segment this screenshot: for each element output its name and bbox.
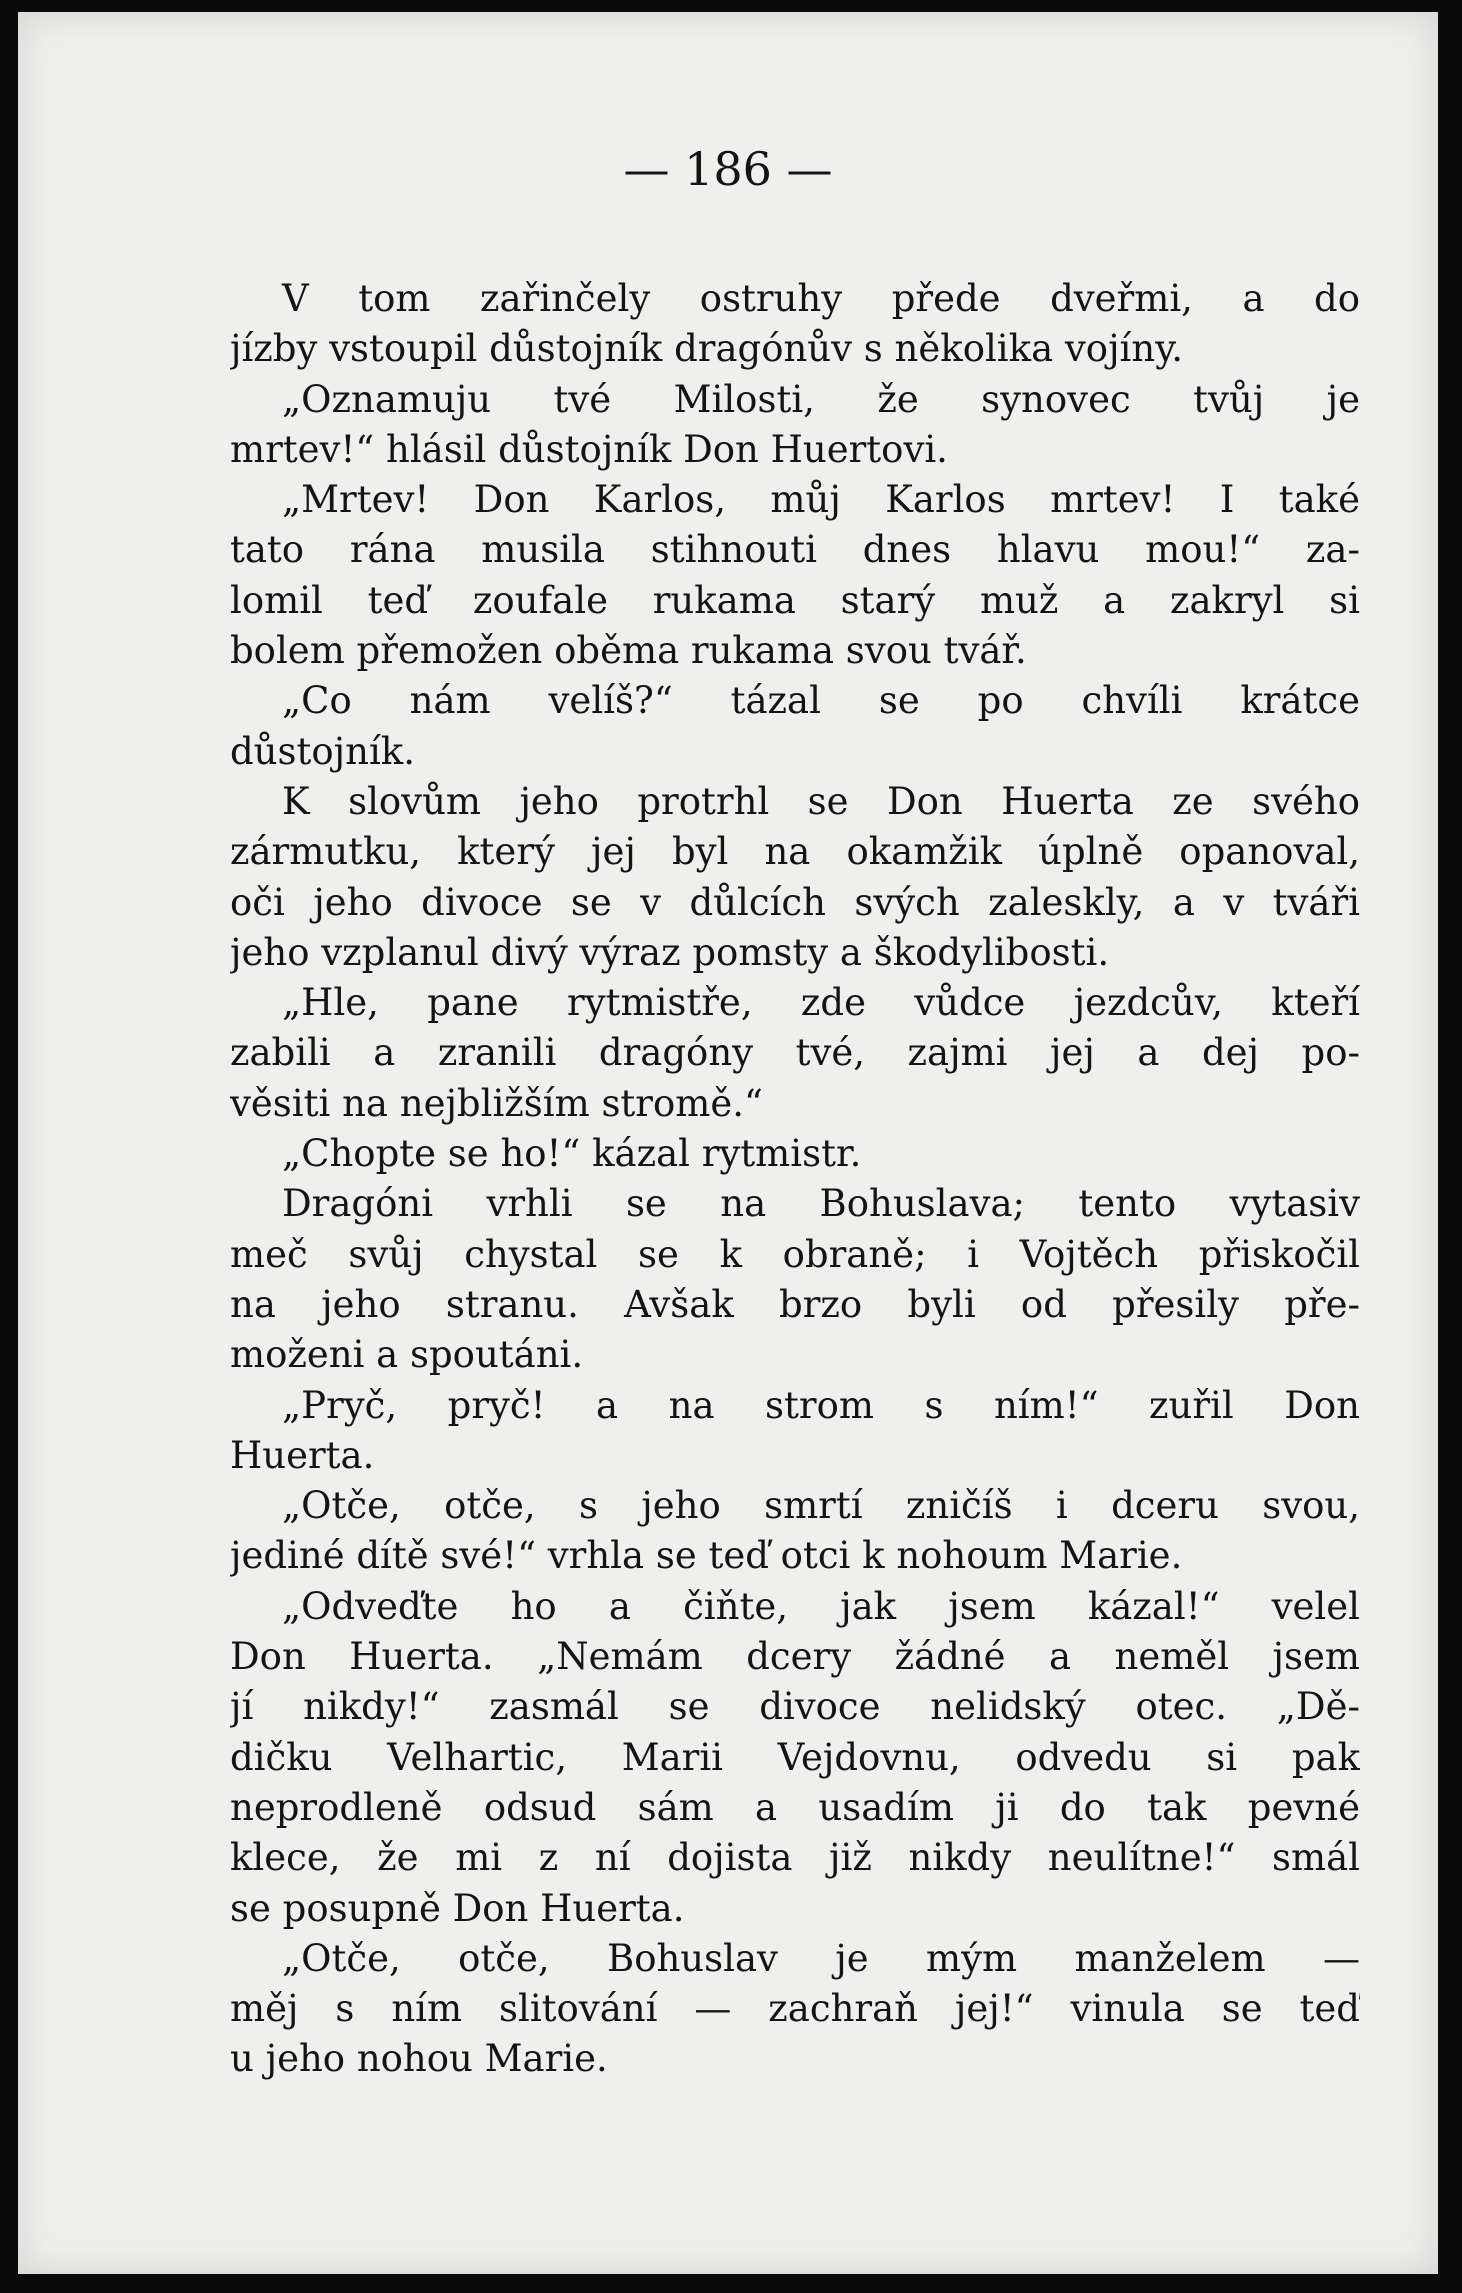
- text-line: Huerta.: [230, 1433, 375, 1477]
- page-number: — 186 —: [623, 142, 833, 196]
- text-line: „Otče, otče, Bohuslav je mým manželem —: [282, 1936, 1360, 1980]
- text-line: „Hle, pane rytmistře, zde vůdce jezdcův, kteří: [282, 981, 1360, 1025]
- text-line: jediné dítě své!“ vrhla se teď otci k nohoum Marie.: [230, 1534, 1183, 1578]
- text-line: tato rána musila stihnouti dnes hlavu mou!“ za-: [230, 528, 1360, 572]
- text-line: u jeho nohou Marie.: [230, 2037, 608, 2081]
- text-line: mrtev!“ hlásil důstojník Don Huertovi.: [230, 427, 948, 471]
- text-line: na jeho stranu. Avšak brzo byli od přesily pře-: [230, 1282, 1360, 1326]
- text-line: neprodleně odsud sám a usadím ji do tak pevné: [230, 1785, 1360, 1829]
- text-line: Don Huerta. „Nemám dcery žádné a neměl jsem: [230, 1635, 1360, 1679]
- text-line: „Odveďte ho a čiňte, jak jsem kázal!“ velel: [282, 1584, 1360, 1628]
- text-line: jeho vzplanul divý výraz pomsty a škodylibosti.: [230, 930, 1110, 974]
- text-line: oči jeho divoce se v důlcích svých zaleskly, a v tváři: [230, 880, 1360, 924]
- text-line: jízby vstoupil důstojník dragónův s několika vojíny.: [230, 327, 1183, 371]
- text-line: zármutku, který jej byl na okamžik úplně opanoval,: [230, 830, 1360, 874]
- text-line: měj s ním slitování — zachraň jej!“ vinula se teď: [230, 1987, 1360, 2031]
- text-line: „Otče, otče, s jeho smrtí zničíš i dceru svou,: [282, 1484, 1360, 1528]
- text-line: bolem přemožen oběma rukama svou tvář.: [230, 629, 1027, 673]
- book-page: [18, 12, 1438, 2274]
- body-text: [230, 274, 1360, 2085]
- text-line: klece, že mi z ní dojista již nikdy neulítne!“ smál: [230, 1836, 1360, 1880]
- text-line: věsiti na nejbližším stromě.“: [230, 1081, 763, 1125]
- text-line: dičku Velhartic, Marii Vejdovnu, odvedu si pak: [230, 1735, 1360, 1779]
- text-line: „Co nám velíš?“ tázal se po chvíli krátce: [282, 679, 1360, 723]
- text-line: „Pryč, pryč! a na strom s ním!“ zuřil Don: [282, 1383, 1360, 1427]
- text-line: moženi a spoutáni.: [230, 1333, 584, 1377]
- text-line: lomil teď zoufale rukama starý muž a zakryl si: [230, 578, 1360, 622]
- text-line: K slovům jeho protrhl se Don Huerta ze svého: [282, 779, 1360, 823]
- text-line: „Mrtev! Don Karlos, můj Karlos mrtev! I také: [282, 478, 1360, 522]
- text-line: „Chopte se ho!“ kázal rytmistr.: [282, 1132, 862, 1176]
- text-line: V tom zařinčely ostruhy přede dveřmi, a do: [282, 277, 1360, 320]
- text-line: se posupně Don Huerta.: [230, 1886, 685, 1930]
- text-line: zabili a zranili dragóny tvé, zajmi jej a dej po-: [230, 1031, 1360, 1075]
- text-line: jí nikdy!“ zasmál se divoce nelidský otec. „Dě-: [230, 1685, 1360, 1729]
- text-line: Dragóni vrhli se na Bohuslava; tento vytasiv: [282, 1182, 1360, 1226]
- text-line: meč svůj chystal se k obraně; i Vojtěch přiskočil: [230, 1232, 1360, 1276]
- text-line: důstojník.: [230, 729, 415, 773]
- text-line: „Oznamuju tvé Milosti, že synovec tvůj je: [282, 377, 1360, 421]
